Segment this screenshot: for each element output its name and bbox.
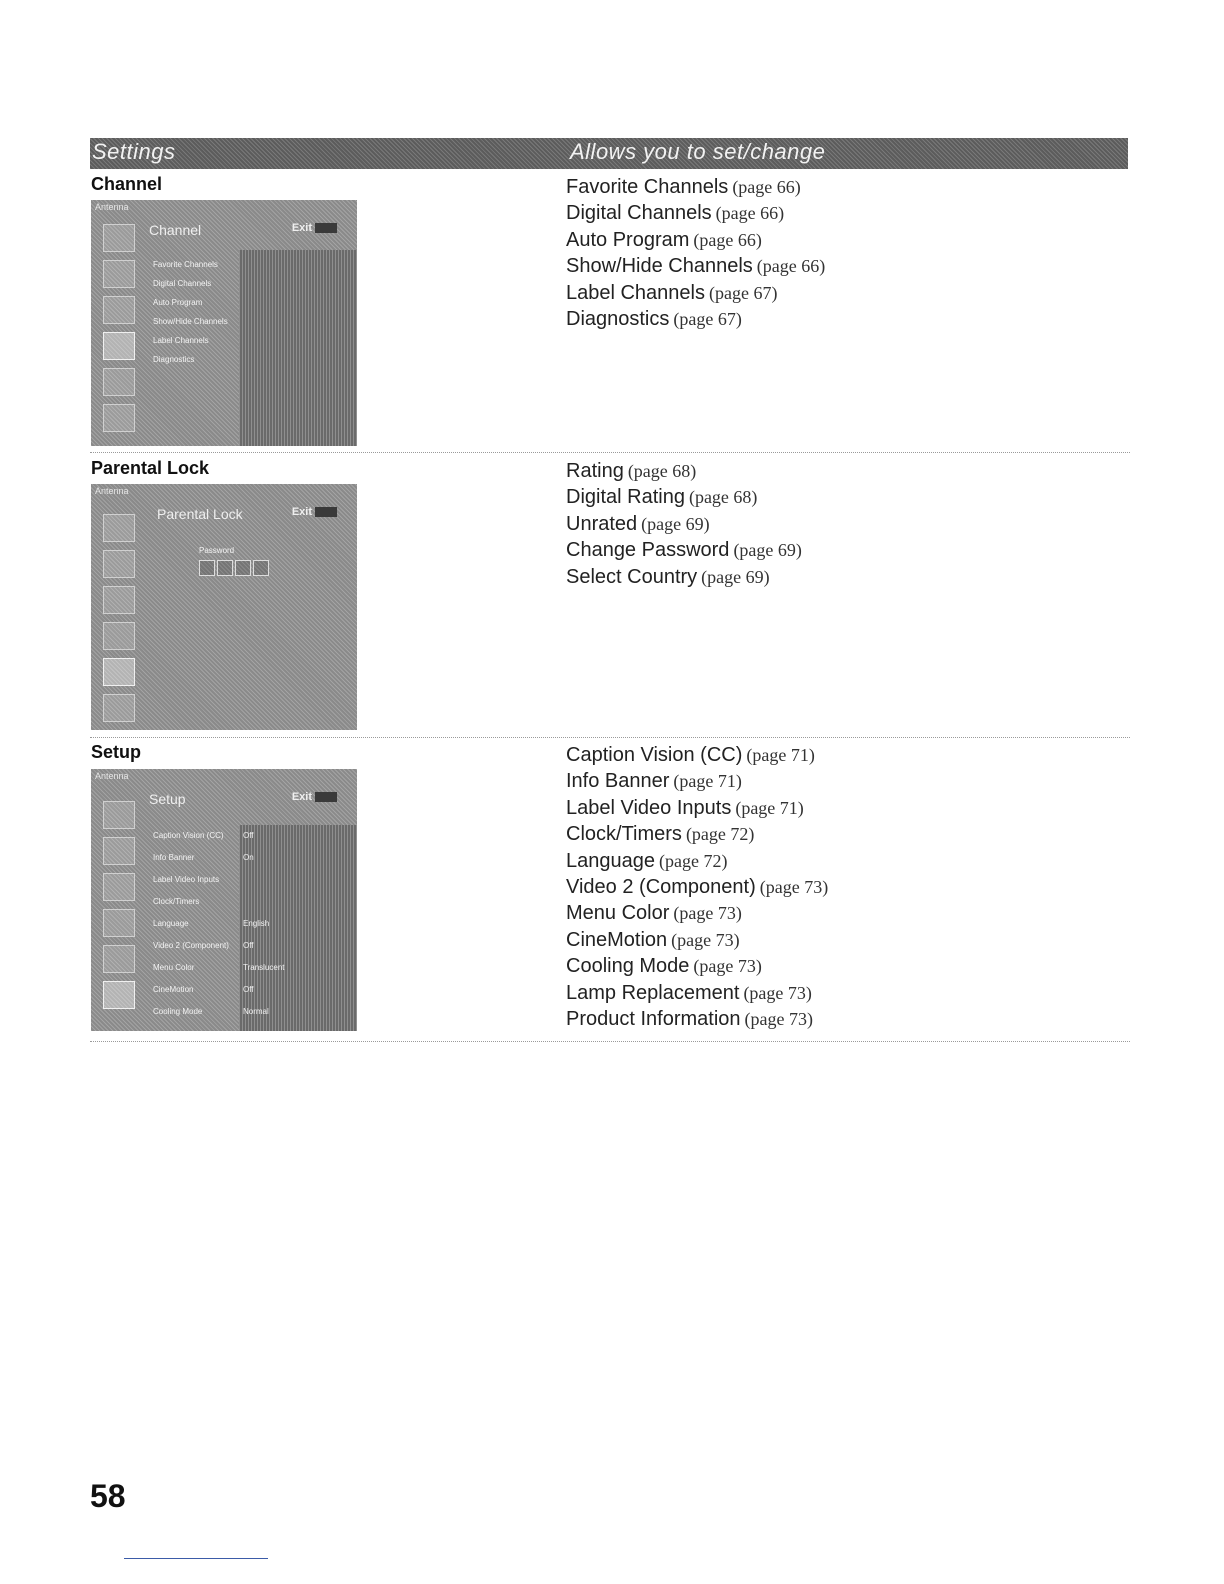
list-item: Select Country (page 69) (566, 565, 770, 588)
menu-row: Label Video Inputs (153, 875, 220, 884)
list-item: Caption Vision (CC) (page 71) (566, 744, 815, 766)
list-item: Digital Channels (page 66) (566, 202, 785, 225)
page-number: 58 (90, 1478, 126, 1514)
channel-icon (103, 622, 135, 650)
timer-icon (103, 586, 135, 614)
channel-items-list (566, 174, 825, 332)
menu-value: Translucent (243, 963, 285, 972)
menu-value: Off (243, 941, 254, 950)
parental-lock-menu-screenshot (91, 484, 357, 730)
menu-exit: Exit (292, 222, 337, 234)
menu-value: Normal (243, 1007, 269, 1016)
list-item: Product Information (page 73) (566, 1008, 813, 1031)
list-item: Digital Rating (page 68) (566, 486, 758, 509)
menu-row: Caption Vision (CC) (153, 831, 224, 840)
channel-icon (103, 332, 135, 360)
menu-value-panel (239, 825, 357, 1031)
picture-icon (103, 514, 135, 542)
audio-icon (103, 260, 135, 288)
list-item: Lamp Replacement (page 73) (566, 981, 812, 1004)
menu-value: English (243, 919, 270, 928)
setup-icon (103, 981, 135, 1009)
password-digit-box (235, 560, 251, 576)
footer-rule (124, 1558, 268, 1559)
menu-key-icon (315, 507, 337, 517)
menu-row: Label Channels (153, 336, 209, 345)
header-allows-you-to: Allows you to set/change (570, 139, 826, 164)
list-item: Change Password (page 69) (566, 539, 802, 562)
section-title-channel: Channel (91, 174, 163, 194)
list-item: Auto Program (page 66) (566, 228, 762, 251)
menu-icon-column (95, 783, 139, 1031)
lock-icon (103, 945, 135, 973)
menu-source-label: Antenna (95, 486, 129, 496)
menu-title: Setup (149, 791, 186, 807)
menu-row: Menu Color (153, 963, 195, 972)
timer-icon (103, 873, 135, 901)
list-item: Video 2 (Component) (page 73) (566, 876, 829, 899)
menu-value-panel (239, 250, 357, 446)
list-item: Show/Hide Channels (page 66) (566, 255, 826, 278)
section-title-setup: Setup (91, 742, 142, 762)
menu-row: Auto Program (153, 298, 203, 307)
list-item: Label Channels (page 67) (566, 281, 778, 304)
channel-icon (103, 909, 135, 937)
menu-row: Cooling Mode (153, 1007, 203, 1016)
menu-row: Clock/Timers (153, 897, 200, 906)
section-setup (90, 742, 1130, 1034)
menu-icon-column (95, 214, 139, 446)
setup-items-list (566, 742, 828, 1032)
menu-row: Favorite Channels (153, 260, 218, 269)
password-digit-box (199, 560, 215, 576)
menu-icon-column (95, 498, 139, 730)
menu-value: Off (243, 985, 254, 994)
password-digit-box (253, 560, 269, 576)
menu-exit: Exit (292, 791, 337, 803)
menu-source-label: Antenna (95, 202, 129, 212)
menu-row: CineMotion (153, 985, 194, 994)
section-divider (90, 1041, 1130, 1042)
list-item: CineMotion (page 73) (566, 928, 740, 951)
menu-title: Parental Lock (157, 506, 243, 522)
menu-row: Diagnostics (153, 355, 195, 364)
list-item: Menu Color (page 73) (566, 902, 742, 925)
menu-exit: Exit (292, 506, 337, 518)
list-item: Info Banner (page 71) (566, 770, 742, 793)
password-digit-box (217, 560, 233, 576)
setup-icon (103, 404, 135, 432)
audio-icon (103, 550, 135, 578)
menu-row: Video 2 (Component) (153, 941, 229, 950)
picture-icon (103, 224, 135, 252)
menu-source-label: Antenna (95, 771, 129, 781)
menu-title: Channel (149, 222, 202, 238)
list-item: Favorite Channels (page 66) (566, 176, 801, 198)
list-item: Rating (page 68) (566, 460, 697, 482)
lock-icon (103, 658, 135, 686)
parental-items-list (566, 458, 802, 590)
list-item: Clock/Timers (page 72) (566, 823, 755, 846)
table-header-bar (90, 138, 1128, 169)
section-divider (90, 452, 1130, 453)
menu-row: Info Banner (153, 853, 195, 862)
menu-value: Off (243, 831, 254, 840)
menu-value: On (243, 853, 254, 862)
section-parental-lock (90, 458, 1130, 732)
section-divider (90, 737, 1130, 738)
list-item: Language (page 72) (566, 849, 728, 872)
menu-row: Language (153, 919, 189, 928)
list-item: Cooling Mode (page 73) (566, 955, 762, 978)
picture-icon (103, 801, 135, 829)
menu-row: Show/Hide Channels (153, 317, 228, 326)
menu-key-icon (315, 223, 337, 233)
lock-icon (103, 368, 135, 396)
password-label: Password (199, 546, 235, 555)
list-item: Diagnostics (page 67) (566, 308, 742, 331)
menu-row: Digital Channels (153, 279, 212, 288)
header-settings: Settings (92, 139, 176, 164)
timer-icon (103, 296, 135, 324)
channel-menu-screenshot (91, 200, 357, 446)
list-item: Label Video Inputs (page 71) (566, 796, 804, 819)
setup-icon (103, 694, 135, 722)
setup-menu-screenshot (91, 769, 357, 1031)
section-channel (90, 174, 1130, 446)
section-title-parental-lock: Parental Lock (91, 458, 210, 478)
audio-icon (103, 837, 135, 865)
menu-key-icon (315, 792, 337, 802)
list-item: Unrated (page 69) (566, 512, 710, 535)
